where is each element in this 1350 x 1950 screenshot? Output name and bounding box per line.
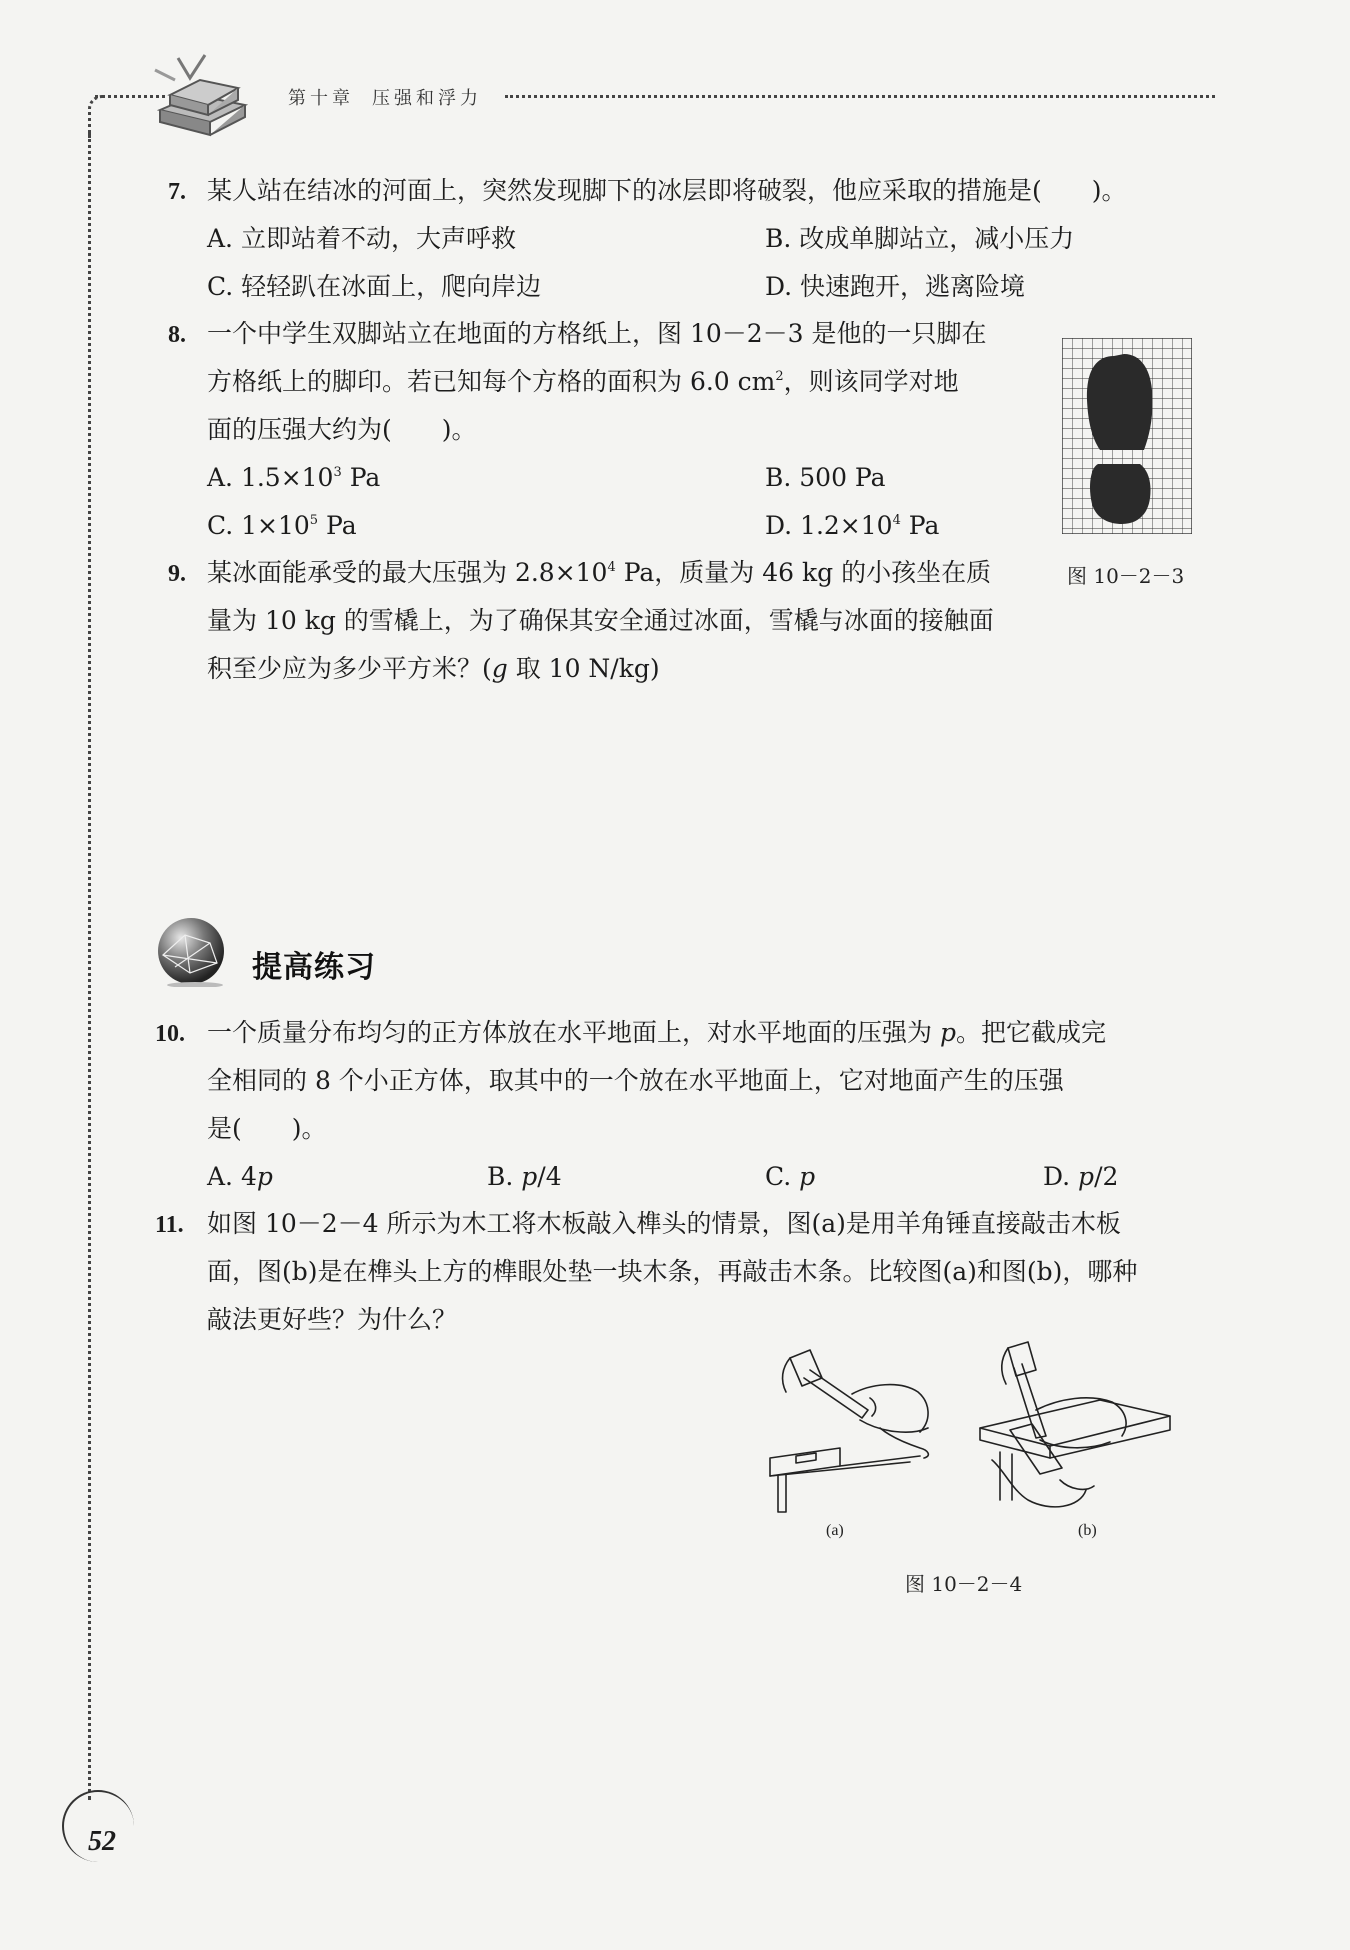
figure-caption-10-2-3: 图 10－2－3 [1067,564,1185,588]
footprint-grid-figure [1062,338,1192,534]
q7-option-b: B. 改成单脚站立，减小压力 [765,224,1075,253]
figure-sublabel-b: (b) [1078,1522,1097,1539]
q9-number: 9. [168,561,186,587]
q8-stem-line1: 一个中学生双脚站立在地面的方格纸上，图 10－2－3 是他的一只脚在 [207,319,987,348]
q7-stem: 某人站在结冰的河面上，突然发现脚下的冰层即将破裂，他应采取的措施是( )。 [207,176,1127,205]
q8-option-c: C. $1\times 10^5$ Pa [207,511,357,540]
q11-stem-line2: 面，图(b)是在榫头上方的榫眼处垫一块木条，再敲击木条。比较图(a)和图(b)，哪种 [207,1257,1138,1286]
q7-option-d: D. 快速跑开，逃离险境 [765,272,1026,301]
q8-stem-line2: 方格纸上的脚印。若已知每个方格的面积为 6.0 $cm^2$，则该同学对地 [207,367,959,396]
q10-stem-line2: 全相同的 8 个小正方体，取其中的一个放在水平地面上，它对地面产生的压强 [207,1066,1064,1095]
q8-stem-line3: 面的压强大约为( )。 [207,415,477,444]
q10-option-d: D. p/2 [1043,1162,1119,1191]
q8-option-a: A. $1.5\times 10^3$ Pa [207,463,381,492]
page-number: 52 [88,1826,116,1857]
footprint-heel-shape [1090,464,1151,524]
hammer-figure [760,1340,1180,1520]
q11-stem-line1: 如图 10－2－4 所示为木工将木板敲入榫头的情景，图(a)是用羊角锤直接敲击木板 [207,1209,1121,1238]
margin-dotted-rule [88,132,91,1800]
q7-option-c: C. 轻轻趴在冰面上，爬向岸边 [207,272,542,301]
q7-option-a: A. 立即站着不动，大声呼救 [207,224,516,253]
q10-stem-line3: 是( )。 [207,1114,327,1143]
books-icon [150,50,250,140]
figure-caption-10-2-4: 图 10－2－4 [905,1572,1023,1596]
header-chapter: 第十章 [288,88,354,109]
q9-stem-line2: 量为 10 kg 的雪橇上，为了确保其安全通过冰面，雪橇与冰面的接触面 [207,606,994,635]
q11-number: 11. [155,1212,184,1238]
header-chapter-title [288,84,482,110]
header-title: 压强和浮力 [372,88,482,109]
q8-option-b: B. 500 Pa [765,463,886,492]
q8-option-d: D. $1.2\times 10^4$ Pa [765,511,940,540]
q10-option-c: C. p [765,1162,816,1191]
q10-option-a: A. 4p [207,1162,273,1191]
q10-stem-line1: 一个质量分布均匀的正方体放在水平地面上，对水平地面的压强为 p。把它截成完 [207,1018,1106,1047]
q9-stem-line1: 某冰面能承受的最大压强为 $2.8\times 10^4$ Pa，质量为 46 kg 的小孩坐在质 [207,558,992,587]
globe-icon [155,915,227,987]
q10-option-b: B. p/4 [487,1162,562,1191]
q8-number: 8. [168,322,186,348]
section-title: 提高练习 [252,950,376,985]
hammer-figure-a [770,1350,928,1512]
q9-stem-line3: 积至少应为多少平方米？(g 取 10 N/kg) [207,654,660,683]
q10-number: 10. [155,1021,185,1047]
q11-stem-line3: 敲法更好些？为什么？ [207,1305,458,1334]
figure-sublabel-a: (a) [826,1522,844,1539]
q7-number: 7. [168,179,186,205]
footprint-toe-shape [1087,354,1153,450]
header-dotted-rule-right [505,95,1215,98]
hammer-figure-b [980,1342,1170,1507]
